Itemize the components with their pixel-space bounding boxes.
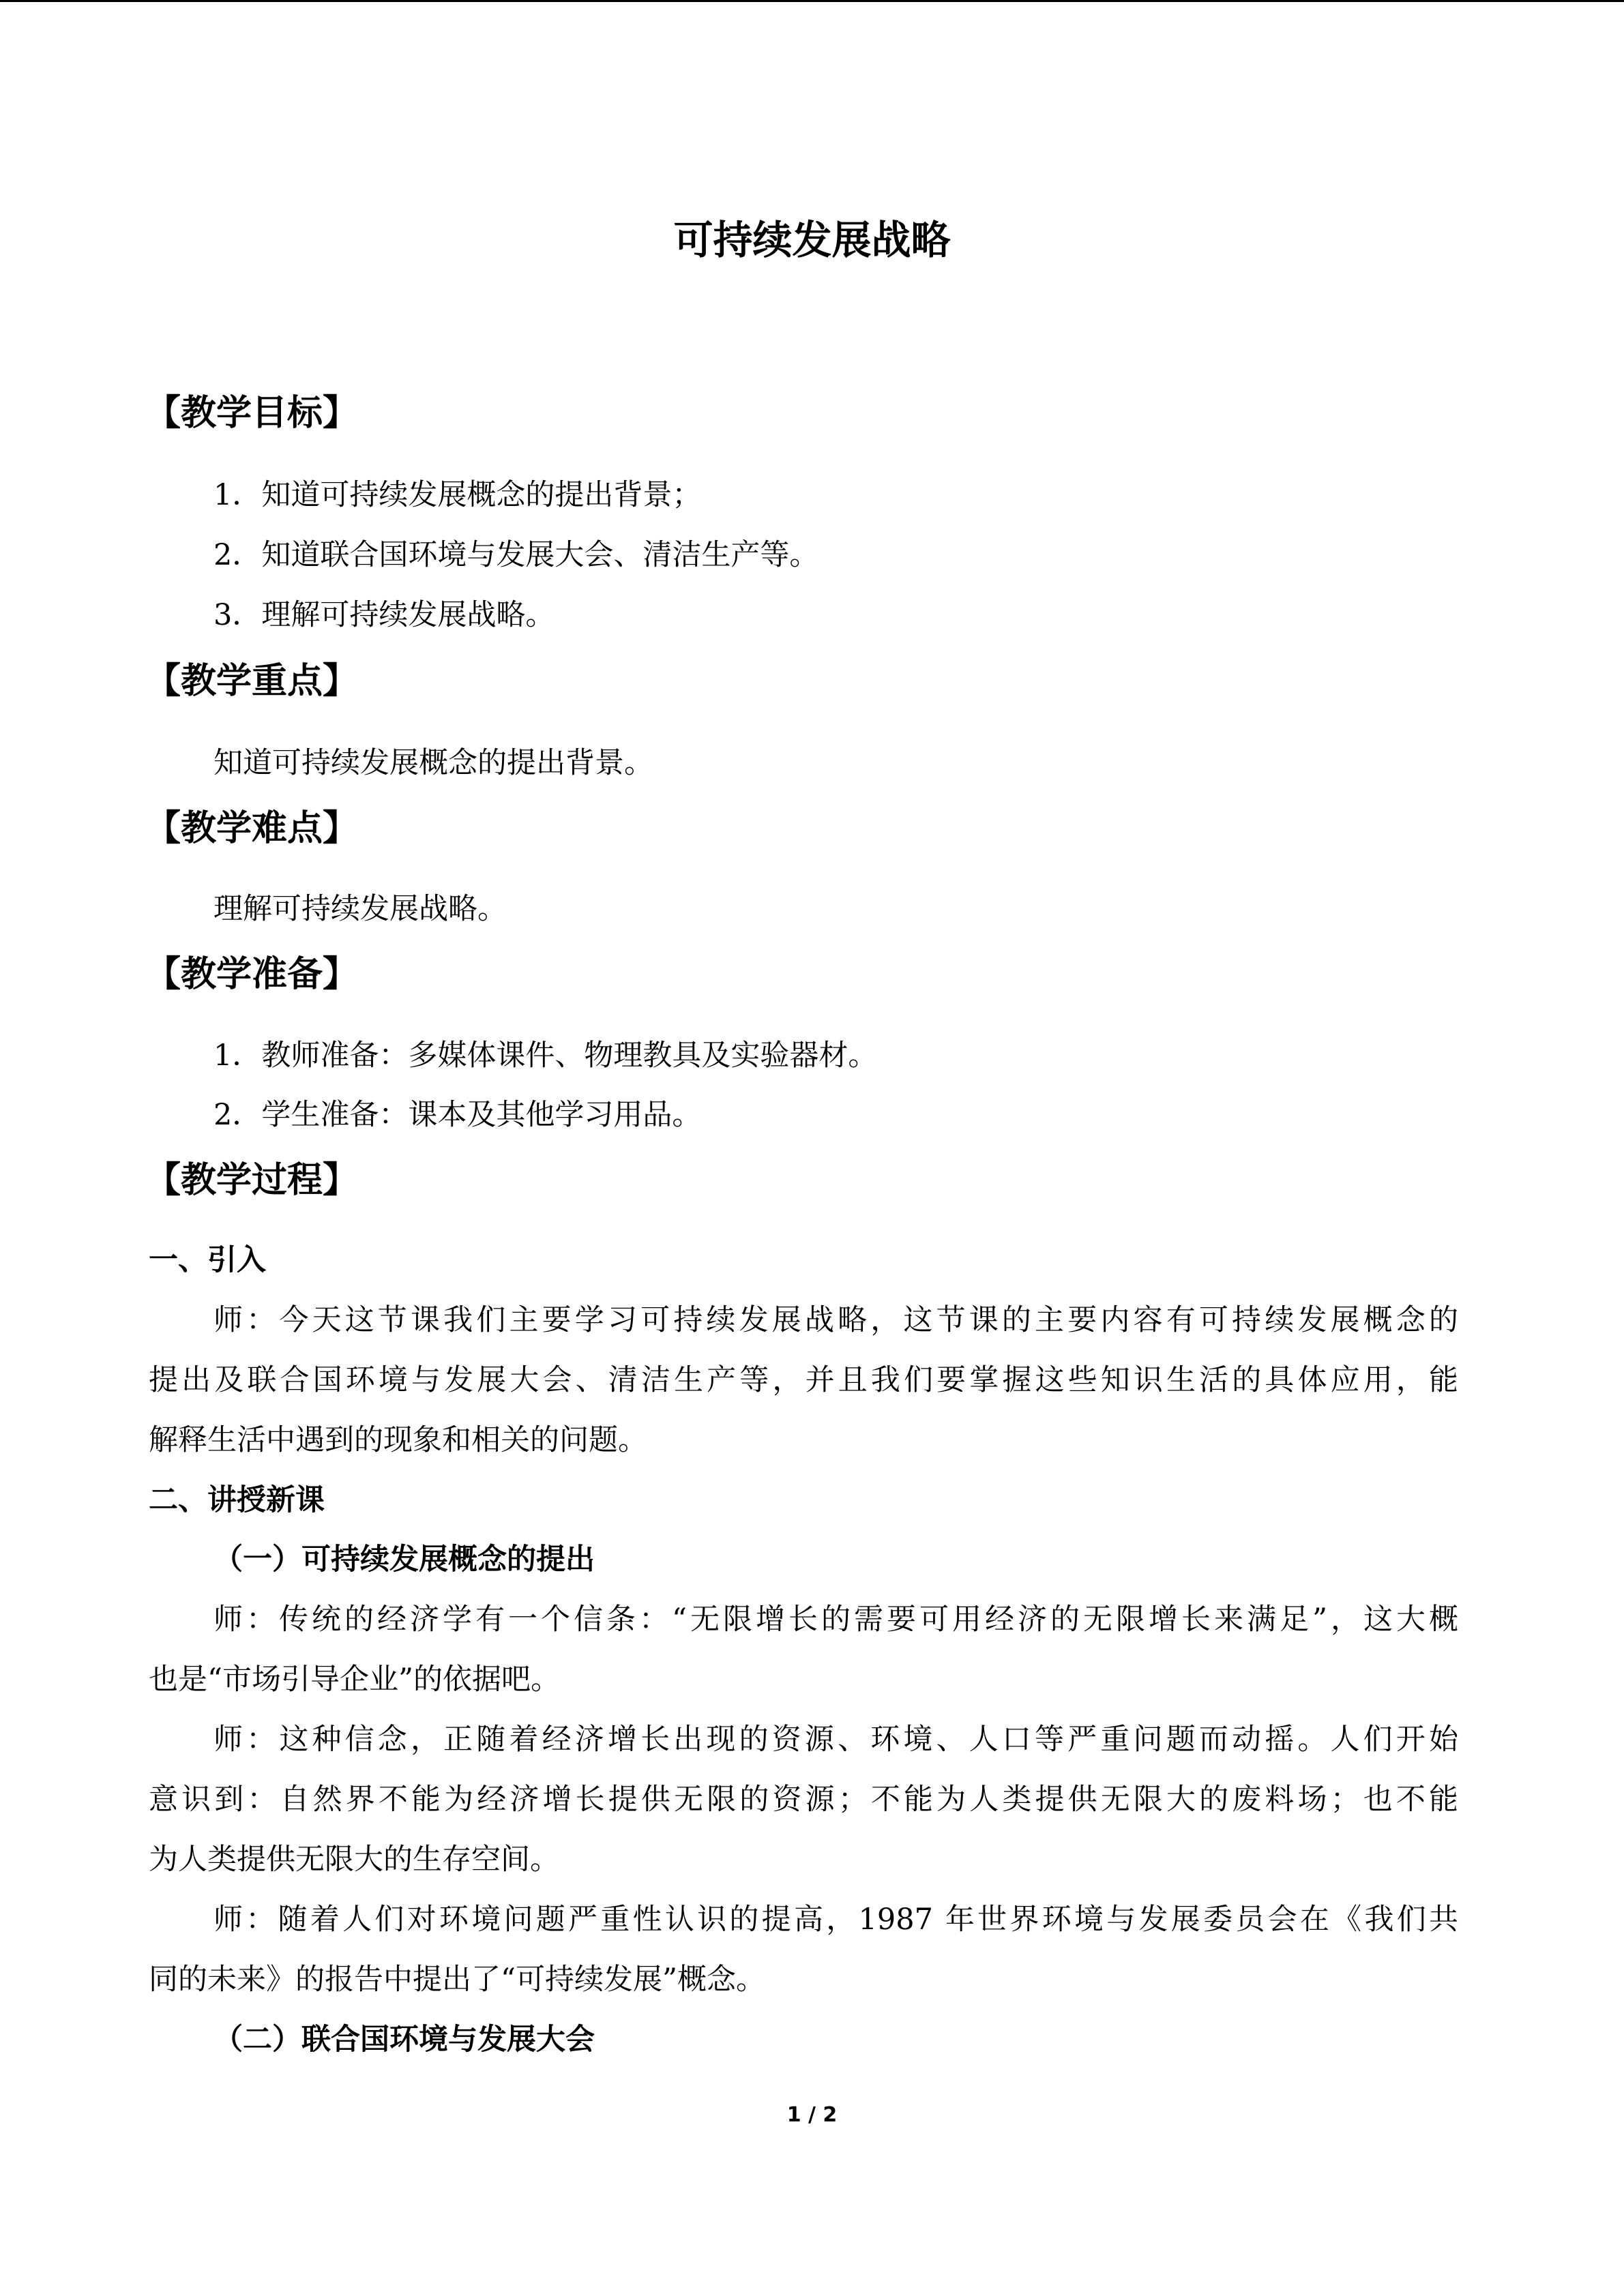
part1-p3-line-2: 同的未来》的报告中提出了“可持续发展”概念。 — [149, 1963, 765, 1997]
key-points-text: 知道可持续发展概念的提出背景。 — [213, 746, 653, 780]
heading-key-points: 【教学重点】 — [145, 661, 359, 702]
heading-process: 【教学过程】 — [145, 1160, 359, 1201]
part1-p2-line-3: 为人类提供无限大的生存空间。 — [149, 1843, 559, 1877]
page-number: 1 / 2 — [786, 2103, 838, 2127]
part1-p2-line-2: 意识到：自然界不能为经济增长提供无限的资源；不能为人类提供无限大的废料场；也不能 — [149, 1783, 1458, 1817]
preparation-item-2: 2．学生准备：课本及其他学习用品。 — [213, 1098, 702, 1132]
difficulties-text: 理解可持续发展战略。 — [213, 892, 507, 926]
document-title: 可持续发展战略 — [673, 217, 951, 263]
part1-p2-line-1: 师：这种信念，正随着经济增长出现的资源、环境、人口等严重问题而动摇。人们开始 — [213, 1723, 1458, 1757]
intro-line-3: 解释生活中遇到的现象和相关的问题。 — [149, 1423, 647, 1457]
part1-p1-line-2: 也是“市场引导企业”的依据吧。 — [149, 1663, 560, 1697]
preparation-item-1: 1．教师准备：多媒体课件、物理教具及实验器材。 — [213, 1039, 878, 1073]
new-lesson-heading: 二、讲授新课 — [149, 1483, 325, 1517]
goal-item-1: 1．知道可持续发展概念的提出背景； — [213, 478, 702, 512]
goal-item-3: 3．理解可持续发展战略。 — [213, 598, 555, 632]
heading-teaching-goals: 【教学目标】 — [145, 393, 359, 434]
heading-difficulties: 【教学难点】 — [145, 808, 359, 849]
part1-p3-line-1: 师：随着人们对环境问题严重性认识的提高，1987 年世界环境与发展委员会在《我们共 — [213, 1903, 1458, 1937]
intro-line-1: 师：今天这节课我们主要学习可持续发展战略，这节课的主要内容有可持续发展概念的 — [213, 1303, 1458, 1337]
part2-heading: （二）联合国环境与发展大会 — [213, 2023, 595, 2057]
intro-heading: 一、引入 — [149, 1243, 266, 1277]
part1-p1-line-1: 师：传统的经济学有一个信条：“无限增长的需要可用经济的无限增长来满足”，这大概 — [213, 1602, 1458, 1637]
page-top-border — [0, 0, 1624, 2]
part1-heading: （一）可持续发展概念的提出 — [213, 1542, 595, 1577]
heading-preparation: 【教学准备】 — [145, 954, 359, 995]
goal-item-2: 2．知道联合国环境与发展大会、清洁生产等。 — [213, 538, 819, 572]
intro-line-2: 提出及联合国环境与发展大会、清洁生产等，并且我们要掌握这些知识生活的具体应用，能 — [149, 1363, 1458, 1397]
